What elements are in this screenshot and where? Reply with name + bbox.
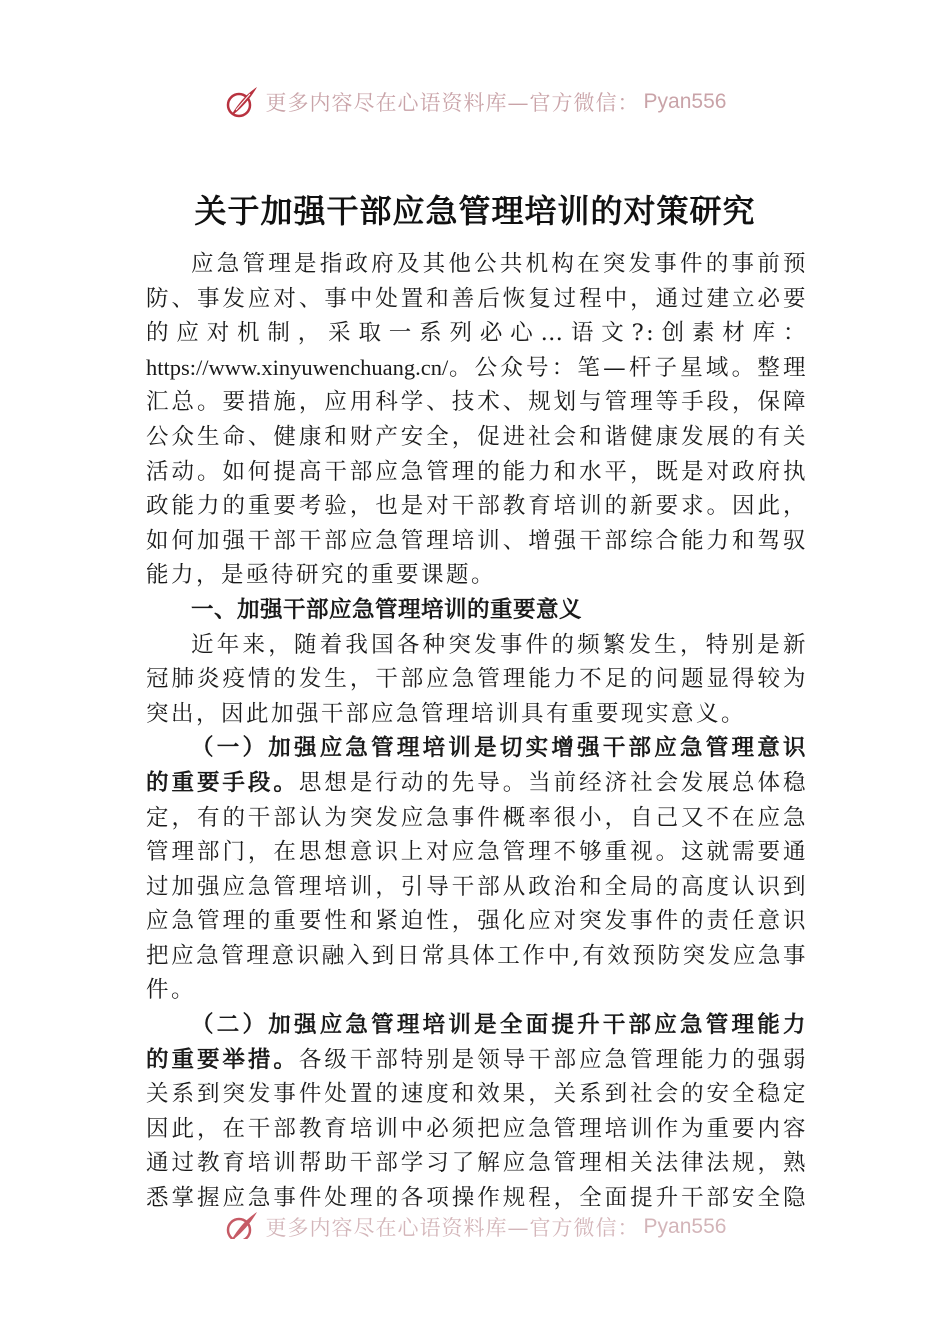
document-title: 关于加强干部应急管理培训的对策研究 <box>194 192 756 230</box>
subsection-text-1: 思想是行动的先导。当前经济社会发展总体稳定，有的干部认为突发应急事件概率很小，自己又不在应急管理部门，在思想意识上对应急管理不够重视。这就需要通过加强应急管理培训，引导干部从政治和全局的高度认识到应急管理的重要性和紧迫性，强化应对突发事件的责任意识把应急管理意识融入到日常具体工作中,有效预防突发应急事件。 <box>146 769 808 1004</box>
watermark-text: 更多内容尽在心语资料库—官方微信： <box>265 1216 640 1239</box>
footer-watermark <box>0 1205 950 1239</box>
watermark-id: Pyan556 <box>643 90 727 113</box>
quill-logo-icon <box>224 84 260 120</box>
subsection-text-2: 各级干部特别是领导干部应急管理能力的强弱关系到突发事件处置的速度和效果，关系到社会的安全稳定因此，在干部教育培训中必须把应急管理培训作为重要内容通过教育培训帮助干部学习了解应急管理相关法律法规，熟悉掌握应急事件处理的各项操作规程，全面提升干部安全隐 <box>146 1046 808 1212</box>
quill-logo-icon <box>224 1209 260 1239</box>
section-paragraph-1: 近年来，随着我国各种突发事件的频繁发生，特别是新冠肺炎疫情的发生，干部应急管理能力不足的问题显得较为突出，因此加强干部应急管理培训具有重要现实意义。 <box>146 631 808 727</box>
subsection-lead-2: （二）加强应急管理培训是全面提升干部应急管理能力的重要举措。 <box>146 1012 808 1073</box>
intro-text-b: 。公众号：笔—杆子星域。整理汇总。要措施，应用科学、技术、规划与管理等手段，保障公众生命、健康和财产安全，促进社会和谐健康发展的有关活动。如何提高干部应急管理的能力和水平，既是对政府执政能力的重要考验，也是对干部教育培训的新要求。因此，如何加强干部干部应急管理培训、增强干部综合能力和驾驭能力，是亟待研究的重要课题。 <box>146 354 808 589</box>
watermark-id: Pyan556 <box>643 1215 727 1238</box>
watermark-text: 更多内容尽在心语资料库—官方微信： <box>265 91 640 115</box>
document-body <box>146 247 808 1215</box>
intro-paragraph <box>146 247 808 593</box>
source-url: https://www.xinyuwenchuang.cn/ <box>146 354 449 380</box>
subsection-paragraph-1 <box>146 731 808 1008</box>
section-heading-1: 一、加强干部应急管理培训的重要意义 <box>191 596 583 623</box>
intro-text-a: 应急管理是指政府及其他公共机构在突发事件的事前预防、事发应对、事中处置和善后恢复过程中，通过建立必要的应对机制，采取一系列必心…语文?:创素材库： <box>146 251 808 347</box>
subsection-paragraph-2 <box>146 1008 808 1215</box>
subsection-lead-1: （一）加强应急管理培训是切实增强干部应急管理意识的重要手段。 <box>146 735 808 796</box>
header-watermark <box>0 82 950 122</box>
